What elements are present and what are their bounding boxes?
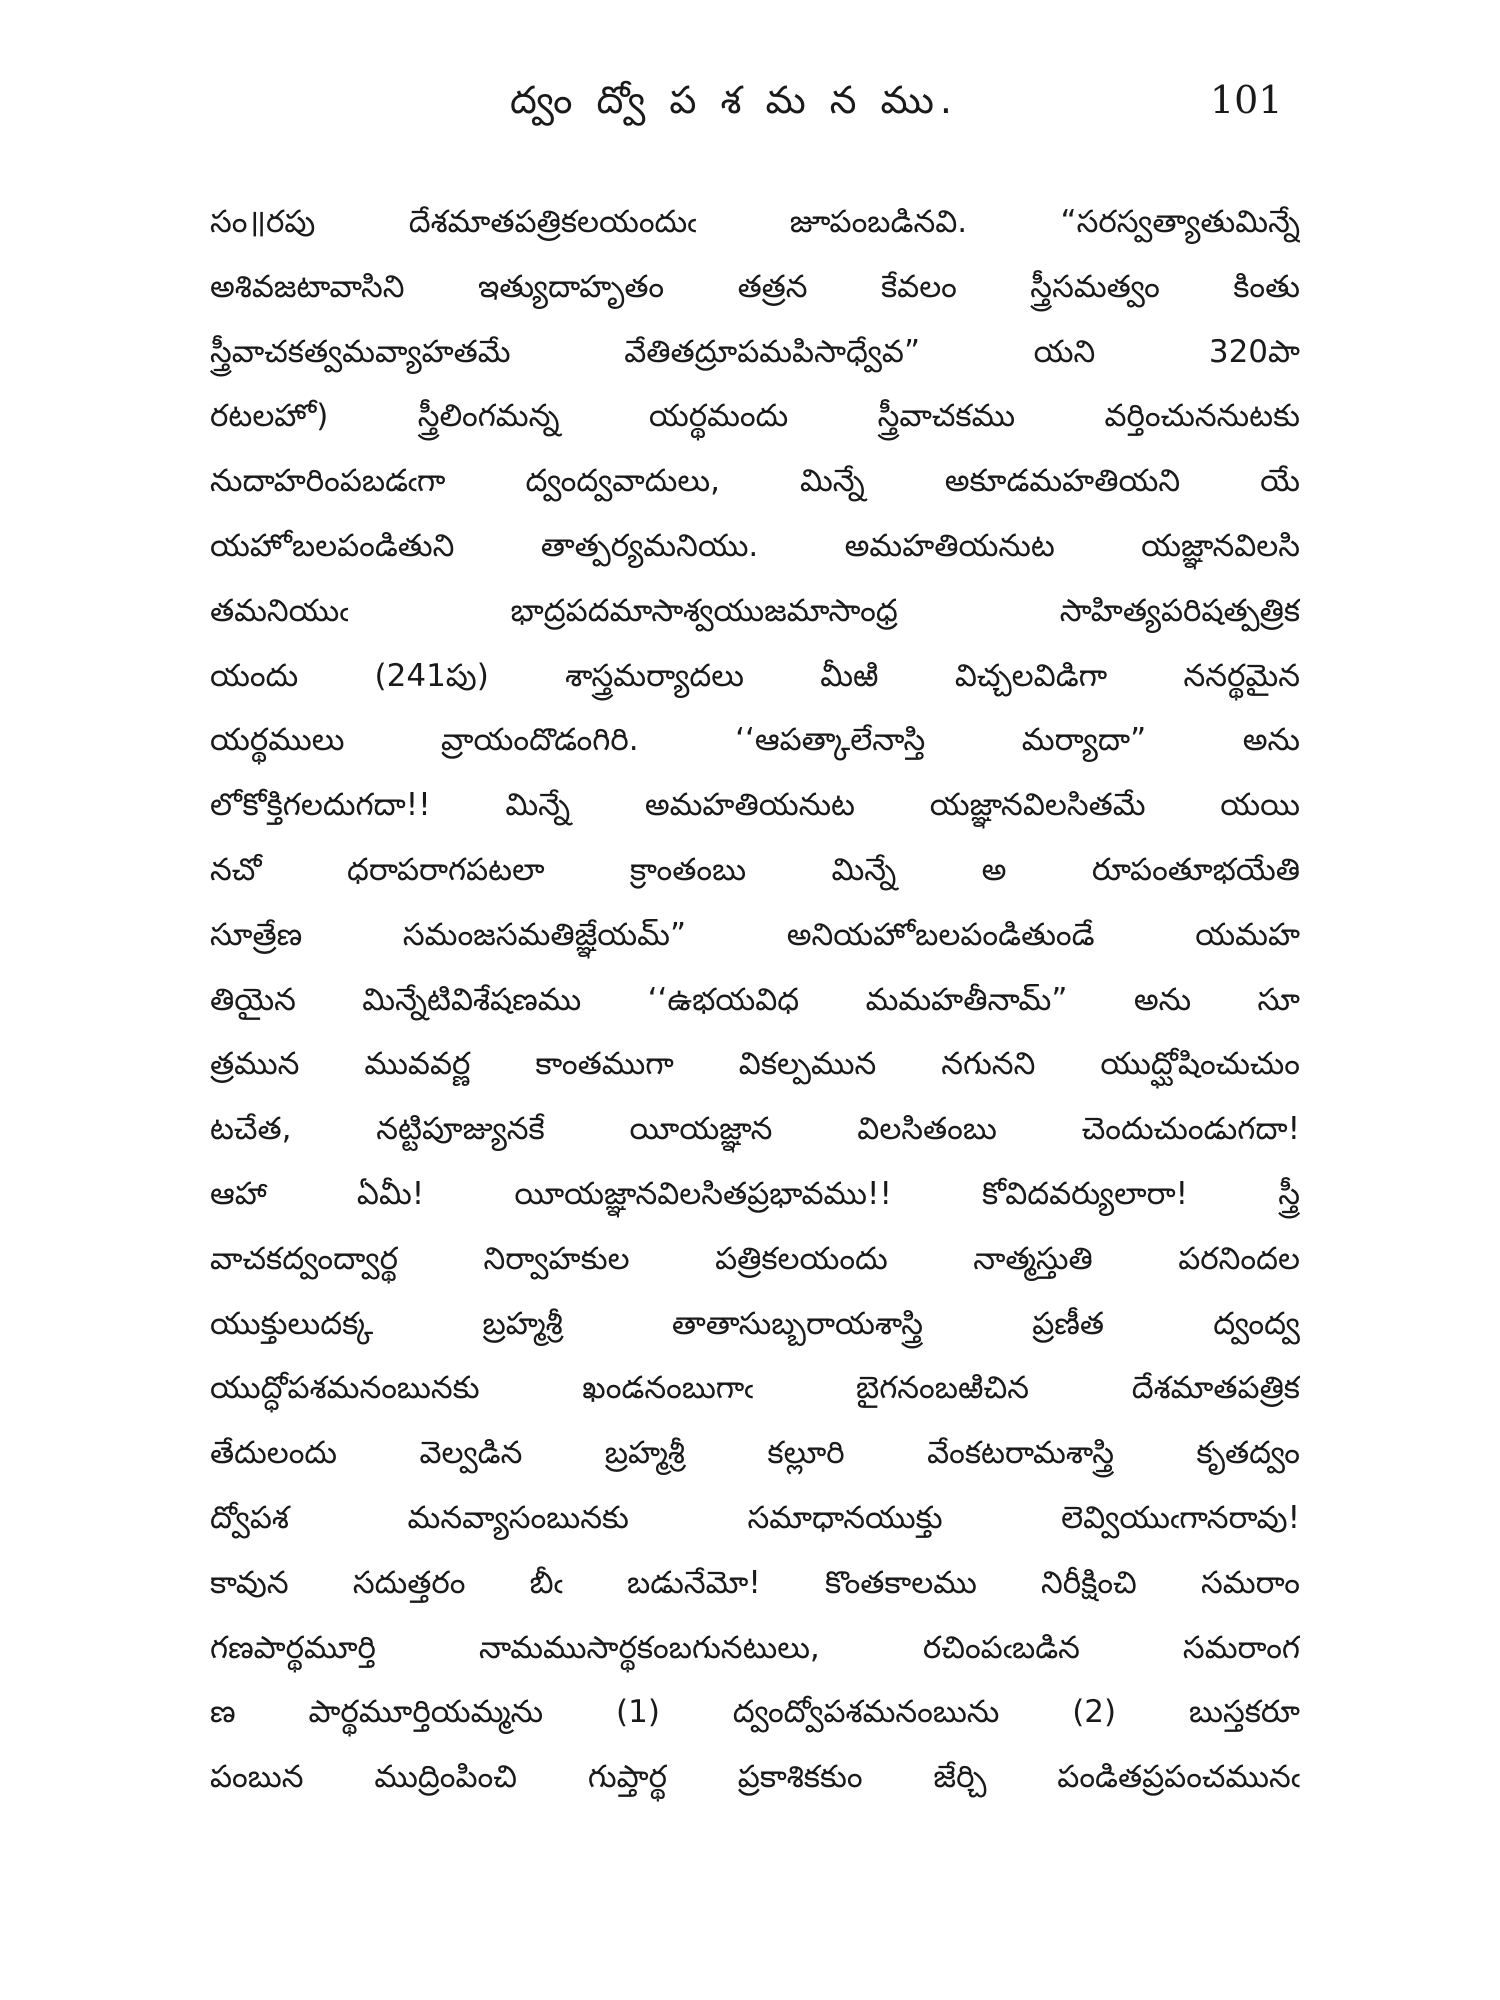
text-line: తియైన మిన్నేటివిశేషణము ‘‘ఉభయవిధ మమహతీనామ్” అను సూ [210,981,1300,1018]
body-text [210,190,1300,1810]
text-line: నుదాహరింపబడఁగా ద్వంద్వవాదులు, మిన్నే అకూడమహతియని యే [210,463,1300,500]
text-line: యుక్తులుదక్క బ్రహ్మశ్రీ తాతాసుబ్బరాయశాస్త్రి ప్రణీత ద్వంద్వ [210,1305,1300,1342]
text-line: ణ పార్థమూర్తియమ్మను (1) ద్వంద్వోపశమనంబును (2) బుస్తకరూ [210,1694,1300,1731]
text-line: నచో ధరాపరాగపటలా క్రాంతంబు మిన్నే అ రూపంతూభయేతి [210,851,1300,888]
text-line: టచేత, నట్టిపూజ్యునకే యీయజ్ఞాన విలసితంబు చెందుచుండుగదా! [210,1111,1300,1148]
text-line: సూత్రేణ సమంజసమతిజ్ఞేయమ్” అనియహోబలపండితుండే యమహ [210,916,1300,953]
text-line: సం॥రపు దేశమాతపత్రికలయందుఁ జూపంబడినవి. “సరస్వత్యాతుమిన్నే [210,204,1300,240]
text-line: తమనియుఁ భాద్రపదమాసాశ్వయుజమాసాంధ్ర సాహిత్యపరిషత్పత్రిక [210,592,1300,629]
text-line: ద్వోపశ మనవ్యాసంబునకు సమాధానయుక్తు లెవ్వియుఁగానరావు! [210,1499,1300,1536]
text-line: కావున సదుత్తరం బీఁ బడునేమో! కొంతకాలము నిరీక్షించి సమరాం [210,1564,1300,1601]
text-line: యందు (241పు) శాస్త్రమర్యాదలు మీఱి విచ్చలవిడిగా ననర్థమైన [210,657,1300,694]
text-line: యర్థములు వ్రాయందొడంగిరి. ‘‘ఆపత్కాలేనాస్తి మర్యాదా” అను [210,722,1300,759]
text-line: స్త్రీవాచకత్వమవ్యాహతమే వేతితద్రూపమపిసాధ్వేవ” యని 320పా [210,333,1300,370]
text-line: వాచకద్వంద్వార్థ నిర్వాహకుల పత్రికలయందు నాత్మస్తుతి పరనిందల [210,1240,1300,1277]
page-number: 101 [1210,78,1283,122]
text-line: యహోబలపండితుని తాత్పర్యమనియు. అమహతియనుట యజ్ఞానవిలసి [210,527,1300,564]
running-title: ద్వం ద్వో ప శ మ న ము. [510,78,958,122]
text-line: తేదులందు వెల్వడిన బ్రహ్మశ్రీ కల్లూరి వేంకటరామశాస్త్రి కృతద్వం [210,1435,1300,1472]
running-head [0,78,1500,138]
text-line: యుద్ధోపశమనంబునకు ఖండనంబుగాఁ బైగనంబఱిచిన దేశమాతపత్రిక [210,1370,1300,1407]
text-line: పంబున ముద్రింపించి గుప్తార్థ ప్రకాశికకుం జేర్చి పండితప్రపంచమునఁ [210,1759,1300,1796]
text-line: లోకోక్తిగలదుగదా!! మిన్నే అమహతియనుట యజ్ఞానవిలసితమే యయి [210,787,1300,824]
text-line: ఆహా ఏమీ! యీయజ్ఞానవిలసితప్రభావము!! కోవిదవర్యులారా! స్త్రీ [210,1175,1300,1212]
text-line: రటలహో) స్త్రీలింగమన్న యర్థమందు స్త్రీవాచకము వర్తించుననుటకు [210,398,1300,435]
text-line: గణపార్థమూర్తి నామముసార్థకంబగునటులు, రచింపఁబడిన సమరాంగ [210,1629,1300,1666]
text-line: అశివజటావాసిని ఇత్యుదాహృతం తత్రన కేవలం స్త్రీసమత్వం కింతు [210,268,1300,305]
text-line: త్రమున మువవర్ణ కాంతముగా వికల్పమున నగునని యుద్ఘోషించుచుం [210,1046,1300,1083]
